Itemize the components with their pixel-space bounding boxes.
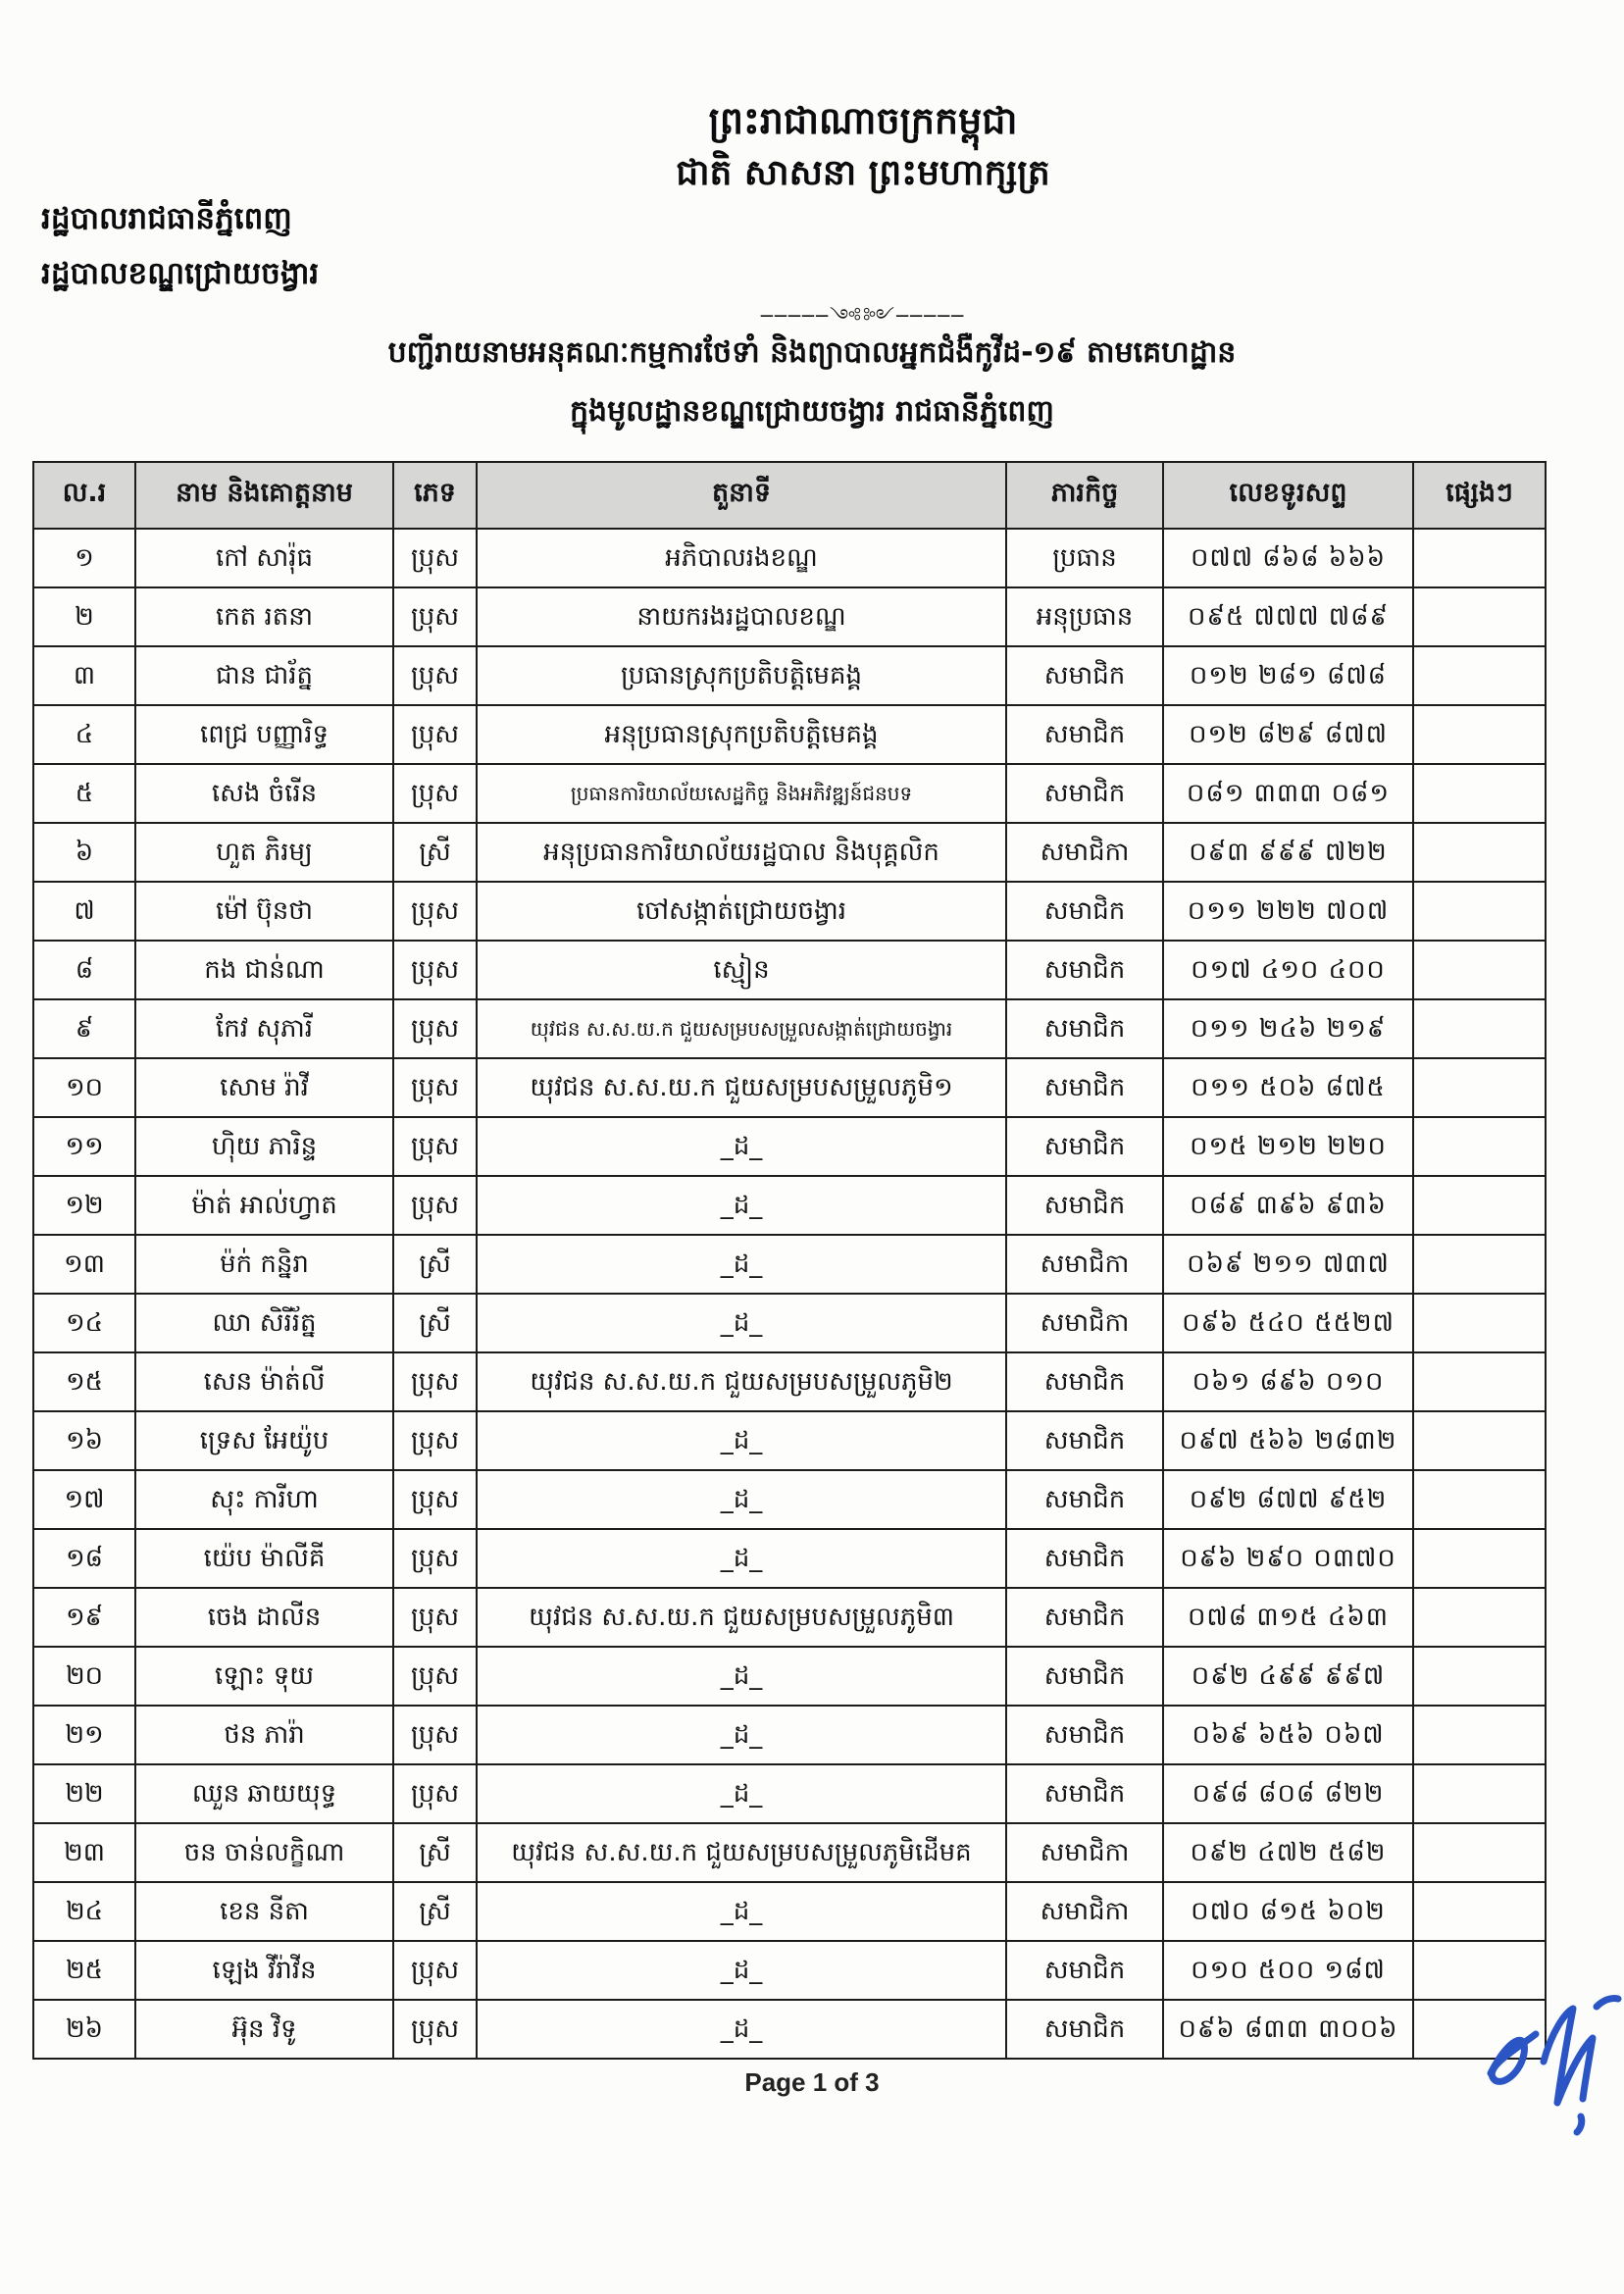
table-row	[33, 1882, 1546, 1941]
cell-name: ហួត ភិរម្យ	[135, 823, 393, 882]
cell-name: ខេន នីតា	[135, 1882, 393, 1941]
cell-phone: ០៩៥ ៧៧៧ ៧៨៩	[1163, 587, 1413, 646]
cell-name: កៅ សារ៉ុធ	[135, 529, 393, 587]
cell-other	[1413, 1117, 1546, 1176]
cell-other	[1413, 1352, 1546, 1411]
cell-gender: ប្រុស	[393, 1176, 477, 1235]
cell-position: _ដ_	[477, 1529, 1006, 1588]
cell-other	[1413, 764, 1546, 823]
cell-phone: ០១២ ២៨១ ៨៧៨	[1163, 646, 1413, 705]
column-header-no: ល.រ	[33, 462, 135, 529]
cell-gender: ប្រុស	[393, 764, 477, 823]
cell-other	[1413, 1411, 1546, 1470]
roster-table-body	[33, 529, 1546, 2059]
cell-no: ៧	[33, 882, 135, 941]
column-header-position: តួនាទី	[477, 462, 1006, 529]
table-row	[33, 1235, 1546, 1294]
cell-other	[1413, 1529, 1546, 1588]
cell-gender: ប្រុស	[393, 999, 477, 1058]
cell-phone: ០៩២ ៨៧៧ ៩៥២	[1163, 1470, 1413, 1529]
cell-position: _ដ_	[477, 1470, 1006, 1529]
cell-position: _ដ_	[477, 1411, 1006, 1470]
cell-position: យុវជន ស.ស.យ.ក ជួយសម្របសម្រួលសង្កាត់ជ្រោយចង្វារ	[477, 999, 1006, 1058]
cell-phone: ០៦៩ ២១១ ៧៣៧	[1163, 1235, 1413, 1294]
cell-position: ប្រធានការិយាល័យសេដ្ឋកិច្ច និងអភិវឌ្ឍន៍ជនបទ	[477, 764, 1006, 823]
cell-gender: ប្រុស	[393, 1941, 477, 2000]
cell-no: ១៧	[33, 1470, 135, 1529]
cell-other	[1413, 1706, 1546, 1764]
cell-gender: ប្រុស	[393, 1058, 477, 1117]
cell-position: _ដ_	[477, 1882, 1006, 1941]
column-header-other: ផ្សេងៗ	[1413, 462, 1546, 529]
cell-gender: ប្រុស	[393, 1588, 477, 1647]
cell-position: _ដ_	[477, 1117, 1006, 1176]
cell-gender: ប្រុស	[393, 1706, 477, 1764]
cell-gender: ប្រុស	[393, 1470, 477, 1529]
cell-phone: ០៦១ ៨៩៦ ០១០	[1163, 1352, 1413, 1411]
column-header-gender: ភេទ	[393, 462, 477, 529]
cell-duty: សមាជិក	[1006, 1470, 1163, 1529]
cell-no: ២	[33, 587, 135, 646]
cell-other	[1413, 1294, 1546, 1352]
cell-no: ២៥	[33, 1941, 135, 2000]
cell-other	[1413, 1764, 1546, 1823]
table-row	[33, 1823, 1546, 1882]
cell-no: ១៦	[33, 1411, 135, 1470]
cell-gender: ប្រុស	[393, 1411, 477, 1470]
table-row	[33, 1176, 1546, 1235]
column-header-duty: ភារកិច្ច	[1006, 462, 1163, 529]
cell-phone: ០១៧ ៤១០ ៤០០	[1163, 941, 1413, 999]
cell-no: ២១	[33, 1706, 135, 1764]
cell-other	[1413, 1823, 1546, 1882]
cell-name: ម៉ៅ ប៊ុនថា	[135, 882, 393, 941]
cell-position: អភិបាលរងខណ្ឌ	[477, 529, 1006, 587]
roster-table	[32, 461, 1547, 2060]
cell-position: _ដ_	[477, 1706, 1006, 1764]
cell-phone: ០១១ ២៤៦ ២១៩	[1163, 999, 1413, 1058]
cell-name: កង ជាន់ណា	[135, 941, 393, 999]
cell-name: សេង ចំរើន	[135, 764, 393, 823]
cell-no: ១១	[33, 1117, 135, 1176]
cell-duty: សមាជិកា	[1006, 1882, 1163, 1941]
cell-other	[1413, 1882, 1546, 1941]
cell-other	[1413, 1058, 1546, 1117]
cell-other	[1413, 882, 1546, 941]
cell-duty: សមាជិកា	[1006, 823, 1163, 882]
cell-other	[1413, 705, 1546, 764]
table-row	[33, 1529, 1546, 1588]
cell-gender: ប្រុស	[393, 1117, 477, 1176]
cell-no: ១៩	[33, 1588, 135, 1647]
table-row	[33, 1588, 1546, 1647]
cell-position: _ដ_	[477, 1235, 1006, 1294]
cell-duty: សមាជិក	[1006, 705, 1163, 764]
cell-gender: ស្រី	[393, 1882, 477, 1941]
table-row	[33, 1470, 1546, 1529]
cell-phone: ០១១ ២២២ ៧០៧	[1163, 882, 1413, 941]
cell-other	[1413, 1235, 1546, 1294]
table-row	[33, 1647, 1546, 1706]
cell-gender: ប្រុស	[393, 587, 477, 646]
kingdom-line1: ព្រះរាជាណាចក្រកម្ពុជា	[708, 99, 1018, 142]
cell-gender: ប្រុស	[393, 2000, 477, 2059]
table-row	[33, 2000, 1546, 2059]
cell-name: ទ្រេស អែយ៉ូប	[135, 1411, 393, 1470]
cell-name: ពេជ្រ បញ្ញារិទ្ធ	[135, 705, 393, 764]
cell-no: ២០	[33, 1647, 135, 1706]
cell-gender: ស្រី	[393, 823, 477, 882]
cell-no: ១	[33, 529, 135, 587]
header-row	[33, 462, 1546, 529]
table-row	[33, 1352, 1546, 1411]
cell-gender: ប្រុស	[393, 882, 477, 941]
cell-gender: ស្រី	[393, 1294, 477, 1352]
cell-position: ចៅសង្កាត់ជ្រោយចង្វារ	[477, 882, 1006, 941]
cell-no: ១២	[33, 1176, 135, 1235]
cell-no: ៩	[33, 999, 135, 1058]
cell-duty: សមាជិក	[1006, 1058, 1163, 1117]
cell-gender: ស្រី	[393, 1823, 477, 1882]
cell-duty: សមាជិក	[1006, 1352, 1163, 1411]
cell-position: _ដ_	[477, 1941, 1006, 2000]
divider-ornament-icon: ─────༺༻─────	[760, 304, 966, 328]
cell-gender: ប្រុស	[393, 529, 477, 587]
cell-phone: ០៩៣ ៩៩៩ ៧២២	[1163, 823, 1413, 882]
cell-name: ចន ចាន់លក្ខិណា	[135, 1823, 393, 1882]
document-title-line1: បញ្ជីរាយនាមអនុគណៈកម្មការថែទាំ និងព្យាបាលអ្នកជំងឺកូវីដ-១៩ តាមគេហដ្ឋាន	[387, 335, 1237, 370]
cell-position: _ដ_	[477, 1176, 1006, 1235]
column-header-name: នាម និងគោត្តនាម	[135, 462, 393, 529]
cell-duty: សមាជិកា	[1006, 1294, 1163, 1352]
administration-header	[41, 192, 492, 302]
cell-position: យុវជន ស.ស.យ.ក ជួយសម្របសម្រួលភូមិដើមគ	[477, 1823, 1006, 1882]
cell-no: ៥	[33, 764, 135, 823]
cell-phone: ០៨៩ ៣៩៦ ៩៣៦	[1163, 1176, 1413, 1235]
table-row	[33, 529, 1546, 587]
cell-name: កែវ សុភារី	[135, 999, 393, 1058]
cell-name: ឈា សិរីរ័ត្ន	[135, 1294, 393, 1352]
cell-phone: ០៩២ ៤៧២ ៥៨២	[1163, 1823, 1413, 1882]
cell-other	[1413, 587, 1546, 646]
cell-name: អ៊ុន វិទូ	[135, 2000, 393, 2059]
cell-duty: សមាជិក	[1006, 1764, 1163, 1823]
cell-phone: ០៧៨ ៣១៥ ៤៦៣	[1163, 1588, 1413, 1647]
cell-other	[1413, 529, 1546, 587]
table-row	[33, 1294, 1546, 1352]
cell-position: អនុប្រធានការិយាល័យរដ្ឋបាល និងបុគ្គលិក	[477, 823, 1006, 882]
cell-phone: ០១៥ ២១២ ២២០	[1163, 1117, 1413, 1176]
cell-position: ប្រធានស្រុកប្រតិបត្តិមេគង្គ	[477, 646, 1006, 705]
cell-position: អនុប្រធានស្រុកប្រតិបត្តិមេគង្គ	[477, 705, 1006, 764]
cell-duty: សមាជិកា	[1006, 1823, 1163, 1882]
cell-phone: ០១០ ៥០០ ១៨៧	[1163, 1941, 1413, 2000]
table-row	[33, 764, 1546, 823]
table-row	[33, 1764, 1546, 1823]
table-row	[33, 1117, 1546, 1176]
cell-duty: សមាជិក	[1006, 1529, 1163, 1588]
cell-no: ១៤	[33, 1294, 135, 1352]
cell-duty: សមាជិក	[1006, 1647, 1163, 1706]
cell-phone: ០៩៦ ២៩០ ០៣៧០	[1163, 1529, 1413, 1588]
cell-duty: សមាជិក	[1006, 2000, 1163, 2059]
cell-name: ជាន ជារ័ត្ន	[135, 646, 393, 705]
cell-no: ៤	[33, 705, 135, 764]
cell-name: ឡោះ ទុយ	[135, 1647, 393, 1706]
cell-phone: ០៩២ ៤៩៩ ៩៩៧	[1163, 1647, 1413, 1706]
administration-line2: រដ្ឋបាលខណ្ឌជ្រោយចង្វារ	[41, 255, 320, 291]
kingdom-header	[588, 94, 1138, 199]
cell-no: ១៨	[33, 1529, 135, 1588]
cell-position: យុវជន ស.ស.យ.ក ជួយសម្របសម្រួលភូមិ១	[477, 1058, 1006, 1117]
cell-gender: ប្រុស	[393, 1764, 477, 1823]
cell-no: ១៣	[33, 1235, 135, 1294]
cell-position: នាយករងរដ្ឋបាលខណ្ឌ	[477, 587, 1006, 646]
document-title-line2: ក្នុងមូលដ្ឋានខណ្ឌជ្រោយចង្វារ រាជធានីភ្នំពេញ	[570, 394, 1054, 429]
cell-duty: សមាជិក	[1006, 646, 1163, 705]
cell-no: ២៤	[33, 1882, 135, 1941]
cell-gender: ស្រី	[393, 1235, 477, 1294]
cell-position: _ដ_	[477, 1764, 1006, 1823]
cell-no: ២២	[33, 1764, 135, 1823]
cell-other	[1413, 646, 1546, 705]
cell-phone: ០១១ ៥០៦ ៨៧៥	[1163, 1058, 1413, 1117]
cell-other	[1413, 941, 1546, 999]
cell-name: ថន ភារ៉ា	[135, 1706, 393, 1764]
cell-other	[1413, 999, 1546, 1058]
cell-phone: ០៧០ ៨១៥ ៦០២	[1163, 1882, 1413, 1941]
cell-name: ឈួន ឆាយយុទ្ធ	[135, 1764, 393, 1823]
page-number: Page 1 of 3	[744, 2067, 880, 2097]
cell-name: ឡេង វីរ៉ាវីន	[135, 1941, 393, 2000]
cell-duty: សមាជិក	[1006, 882, 1163, 941]
cell-other	[1413, 1647, 1546, 1706]
table-row	[33, 1411, 1546, 1470]
document-title	[126, 324, 1498, 441]
cell-phone: ០៩៦ ៥៤០ ៥៥២៧	[1163, 1294, 1413, 1352]
cell-position: ស្មៀន	[477, 941, 1006, 999]
cell-position: _ដ_	[477, 1647, 1006, 1706]
cell-position: យុវជន ស.ស.យ.ក ជួយសម្របសម្រួលភូមិ២	[477, 1352, 1006, 1411]
cell-gender: ប្រុស	[393, 1529, 477, 1588]
cell-phone: ០៦៩ ៦៥៦ ០៦៧	[1163, 1706, 1413, 1764]
cell-no: ៣	[33, 646, 135, 705]
kingdom-line2: ជាតិ សាសនា ព្រះមហាក្សត្រ	[676, 153, 1050, 194]
cell-phone: ០៩៧ ៥៦៦ ២៨៣២	[1163, 1411, 1413, 1470]
cell-name: សុះ ការីហា	[135, 1470, 393, 1529]
cell-phone: ០៩៨ ៨០៨ ៨២២	[1163, 1764, 1413, 1823]
roster-table-head	[33, 462, 1546, 529]
cell-duty: សមាជិកា	[1006, 1235, 1163, 1294]
table-row	[33, 705, 1546, 764]
cell-duty: សមាជិក	[1006, 764, 1163, 823]
cell-duty: សមាជិក	[1006, 1117, 1163, 1176]
cell-phone: ០៩៦ ៨៣៣ ៣០០៦	[1163, 2000, 1413, 2059]
cell-gender: ប្រុស	[393, 1647, 477, 1706]
cell-position: _ដ_	[477, 1294, 1006, 1352]
cell-name: យ៉េប ម៉ាលីគី	[135, 1529, 393, 1588]
cell-duty: សមាជិក	[1006, 941, 1163, 999]
table-row	[33, 823, 1546, 882]
cell-gender: ប្រុស	[393, 941, 477, 999]
cell-other	[1413, 1470, 1546, 1529]
cell-other	[1413, 1588, 1546, 1647]
cell-duty: សមាជិក	[1006, 1941, 1163, 2000]
table-row	[33, 999, 1546, 1058]
table-row	[33, 941, 1546, 999]
cell-duty: ប្រធាន	[1006, 529, 1163, 587]
cell-duty: សមាជិក	[1006, 999, 1163, 1058]
column-header-phone: លេខទូរសព្ទ	[1163, 462, 1413, 529]
cell-name: កេត រតនា	[135, 587, 393, 646]
table-row	[33, 587, 1546, 646]
cell-no: ២៦	[33, 2000, 135, 2059]
cell-name: ម៉ក់ កន្និរា	[135, 1235, 393, 1294]
cell-duty: អនុប្រធាន	[1006, 587, 1163, 646]
cell-position: យុវជន ស.ស.យ.ក ជួយសម្របសម្រួលភូមិ៣	[477, 1588, 1006, 1647]
cell-name: សោម រ៉ាវី	[135, 1058, 393, 1117]
cell-gender: ប្រុស	[393, 646, 477, 705]
cell-no: ២៣	[33, 1823, 135, 1882]
cell-position: _ដ_	[477, 2000, 1006, 2059]
cell-phone: ០១២ ៨២៩ ៨៧៧	[1163, 705, 1413, 764]
cell-no: ៦	[33, 823, 135, 882]
cell-other	[1413, 823, 1546, 882]
table-row	[33, 1941, 1546, 2000]
table-row	[33, 1058, 1546, 1117]
cell-name: ហ៊ិយ ភារិន្ទ	[135, 1117, 393, 1176]
cell-name: ចេង ដាលីន	[135, 1588, 393, 1647]
administration-line1: រដ្ឋបាលរាជធានីភ្នំពេញ	[41, 201, 292, 236]
cell-phone: ០៧៧ ៨៦៨ ៦៦៦	[1163, 529, 1413, 587]
cell-duty: សមាជិក	[1006, 1588, 1163, 1647]
cell-no: ១៥	[33, 1352, 135, 1411]
cell-phone: ០៨១ ៣៣៣ ០៨១	[1163, 764, 1413, 823]
table-row	[33, 882, 1546, 941]
table-row	[33, 646, 1546, 705]
cell-name: ម៉ាត់ អាល់ហ្វាត	[135, 1176, 393, 1235]
cell-name: សេន ម៉ាត់លី	[135, 1352, 393, 1411]
cell-duty: សមាជិក	[1006, 1411, 1163, 1470]
cell-duty: សមាជិក	[1006, 1176, 1163, 1235]
cell-no: ១០	[33, 1058, 135, 1117]
cell-gender: ប្រុស	[393, 1352, 477, 1411]
cell-no: ៨	[33, 941, 135, 999]
cell-other	[1413, 1176, 1546, 1235]
cell-duty: សមាជិក	[1006, 1706, 1163, 1764]
cell-gender: ប្រុស	[393, 705, 477, 764]
table-row	[33, 1706, 1546, 1764]
